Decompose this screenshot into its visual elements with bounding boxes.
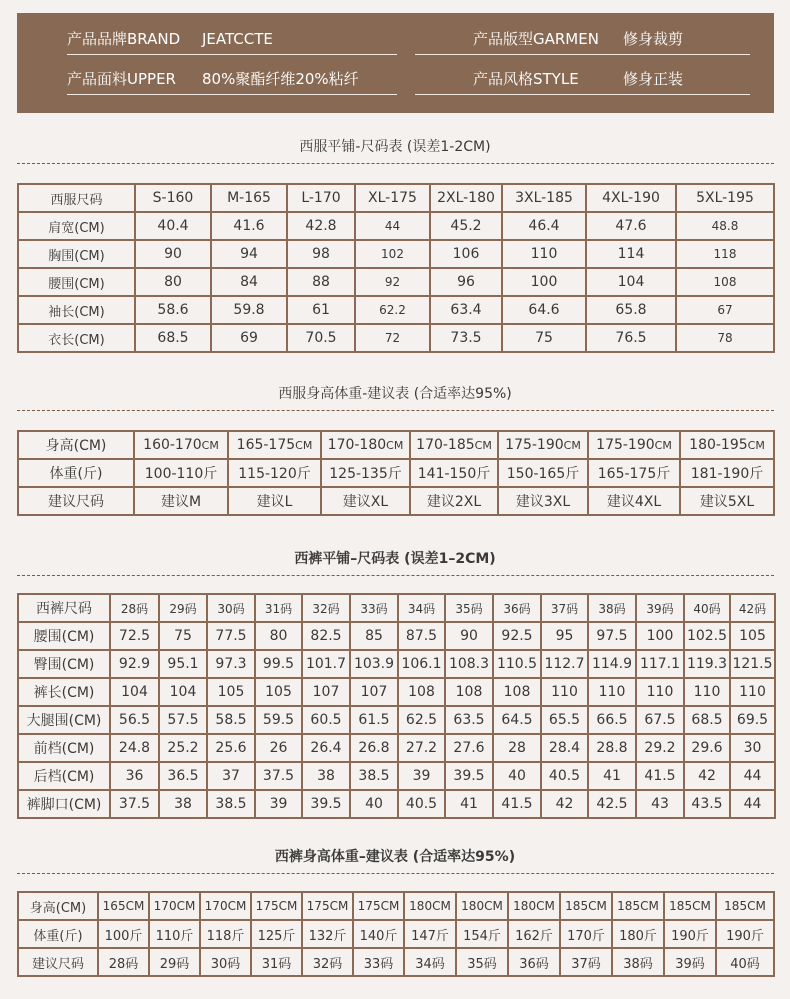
pants-rec-table xyxy=(17,891,775,977)
table-cell: 125-135斤 xyxy=(321,459,410,487)
table-cell: 68.5 xyxy=(684,706,730,734)
table-cell: 建议尺码 xyxy=(18,487,134,515)
table-cell: 44 xyxy=(730,790,775,818)
table-cell: 102.5 xyxy=(684,622,730,650)
table-cell: 41.6 xyxy=(211,212,287,240)
table-row xyxy=(18,622,775,650)
table-cell: 110.5 xyxy=(493,650,541,678)
table-cell: 38 xyxy=(302,762,350,790)
table-cell: 85 xyxy=(350,622,398,650)
divider xyxy=(17,410,774,411)
table-cell: 95 xyxy=(541,622,588,650)
table-cell: 40码 xyxy=(716,948,774,976)
table-cell: 39 xyxy=(255,790,302,818)
table-cell: 104 xyxy=(110,678,159,706)
table-cell: 38.5 xyxy=(350,762,398,790)
table-cell: 39码 xyxy=(664,948,716,976)
table-cell: 65.8 xyxy=(586,296,676,324)
table-cell: 60.5 xyxy=(302,706,350,734)
table-row xyxy=(18,240,774,268)
table-cell: 185CM xyxy=(664,892,716,920)
info-brand-row xyxy=(67,24,397,55)
table-cell: 38 xyxy=(159,790,207,818)
table-cell: 175-190CM xyxy=(588,431,680,459)
table-cell: 94 xyxy=(211,240,287,268)
table-cell: 110 xyxy=(684,678,730,706)
table-cell: 87.5 xyxy=(398,622,445,650)
table-cell: 33码 xyxy=(353,948,404,976)
table-cell: 建议4XL xyxy=(588,487,680,515)
table-cell: 180CM xyxy=(508,892,560,920)
table-cell: 前档(CM) xyxy=(18,734,110,762)
table-row xyxy=(18,678,775,706)
table-cell: 119.3 xyxy=(684,650,730,678)
table-cell: 建议L xyxy=(228,487,321,515)
table-cell: 114.9 xyxy=(588,650,636,678)
table-cell: 40 xyxy=(493,762,541,790)
table-cell: 117.1 xyxy=(636,650,684,678)
table-cell: 26.8 xyxy=(350,734,398,762)
table-cell: 2XL-180 xyxy=(430,184,502,212)
table-cell: 59.8 xyxy=(211,296,287,324)
table-cell: 170CM xyxy=(149,892,200,920)
table-cell: 肩宽(CM) xyxy=(18,212,135,240)
table-cell: 26 xyxy=(255,734,302,762)
height-row xyxy=(18,892,774,920)
fabric-value: 80%聚酯纤维20%粘纤 xyxy=(202,70,359,88)
table-cell: 胸围(CM) xyxy=(18,240,135,268)
table-cell: 170斤 xyxy=(560,920,612,948)
table-cell: 108 xyxy=(398,678,445,706)
table-cell: 100 xyxy=(502,268,586,296)
table-cell: 31码 xyxy=(251,948,302,976)
table-cell: 37码 xyxy=(541,594,588,622)
table-cell: 建议M xyxy=(134,487,228,515)
table-cell: 58.5 xyxy=(207,706,255,734)
table-cell: 102 xyxy=(355,240,430,268)
table-cell: 后档(CM) xyxy=(18,762,110,790)
table-cell: 105 xyxy=(207,678,255,706)
table-cell: 39.5 xyxy=(445,762,493,790)
table-cell: 36码 xyxy=(493,594,541,622)
table-cell: 40.5 xyxy=(398,790,445,818)
weight-row xyxy=(18,459,774,487)
pants-size-title: 西裤平铺–尺码表 (误差1–2CM) xyxy=(294,551,496,567)
table-row xyxy=(18,212,774,240)
table-cell: 97.5 xyxy=(588,622,636,650)
table-cell: 38码 xyxy=(612,948,664,976)
table-cell: 72.5 xyxy=(110,622,159,650)
table-cell: 180CM xyxy=(404,892,456,920)
table-cell: 185CM xyxy=(716,892,774,920)
table-cell: 104 xyxy=(586,268,676,296)
table-cell: 80 xyxy=(135,268,211,296)
table-cell: 69.5 xyxy=(730,706,775,734)
table-cell: 33码 xyxy=(350,594,398,622)
table-cell: 105 xyxy=(255,678,302,706)
table-cell: 180-195CM xyxy=(680,431,774,459)
fabric-label: 产品面料UPPER xyxy=(67,70,176,88)
table-cell: 68.5 xyxy=(135,324,211,352)
table-cell: 42 xyxy=(684,762,730,790)
table-cell: 61.5 xyxy=(350,706,398,734)
table-row xyxy=(18,790,775,818)
table-cell: 42码 xyxy=(730,594,775,622)
table-cell: 裤长(CM) xyxy=(18,678,110,706)
table-cell: 56.5 xyxy=(110,706,159,734)
table-cell: 34码 xyxy=(404,948,456,976)
table-cell: 165-175CM xyxy=(228,431,321,459)
table-cell: 108 xyxy=(445,678,493,706)
table-cell: 105 xyxy=(730,622,775,650)
fit-label: 产品版型GARMEN xyxy=(473,30,599,48)
table-cell: 41.5 xyxy=(493,790,541,818)
table-cell: 28.8 xyxy=(588,734,636,762)
table-cell: 67 xyxy=(676,296,774,324)
table-cell: 110 xyxy=(541,678,588,706)
table-cell: 袖长(CM) xyxy=(18,296,135,324)
table-cell: 48.8 xyxy=(676,212,774,240)
table-cell: 38.5 xyxy=(207,790,255,818)
table-cell: 建议3XL xyxy=(498,487,588,515)
table-cell: 臀围(CM) xyxy=(18,650,110,678)
table-cell: 44 xyxy=(730,762,775,790)
table-cell: 建议XL xyxy=(321,487,410,515)
table-cell: 185CM xyxy=(560,892,612,920)
size-row xyxy=(18,948,774,976)
table-cell: 180CM xyxy=(456,892,508,920)
table-cell: 体重(斤) xyxy=(18,459,134,487)
table-cell: 110 xyxy=(730,678,775,706)
table-cell: 西裤尺码 xyxy=(18,594,110,622)
table-cell: 62.5 xyxy=(398,706,445,734)
table-cell: 衣长(CM) xyxy=(18,324,135,352)
table-cell: 40 xyxy=(350,790,398,818)
suit-rec-title: 西服身高体重-建议表 (合适率达95%) xyxy=(278,386,512,402)
table-cell: 63.4 xyxy=(430,296,502,324)
table-cell: 125斤 xyxy=(251,920,302,948)
table-cell: 28 xyxy=(493,734,541,762)
table-cell: 57.5 xyxy=(159,706,207,734)
table-cell: 106.1 xyxy=(398,650,445,678)
fit-value: 修身裁剪 xyxy=(623,30,684,48)
table-cell: 61 xyxy=(287,296,355,324)
style-label: 产品风格STYLE xyxy=(473,70,579,88)
table-cell: 42.5 xyxy=(588,790,636,818)
table-cell: 裤脚口(CM) xyxy=(18,790,110,818)
table-cell: 90 xyxy=(445,622,493,650)
table-cell: 40.5 xyxy=(541,762,588,790)
table-cell: 24.8 xyxy=(110,734,159,762)
table-row xyxy=(18,762,775,790)
table-cell: 37.5 xyxy=(110,790,159,818)
table-cell: 28码 xyxy=(110,594,159,622)
table-cell: 101.7 xyxy=(302,650,350,678)
table-cell: 43.5 xyxy=(684,790,730,818)
table-cell: 88 xyxy=(287,268,355,296)
table-row xyxy=(18,650,775,678)
table-cell: 160-170CM xyxy=(134,431,228,459)
table-cell: 72 xyxy=(355,324,430,352)
table-cell: 46.4 xyxy=(502,212,586,240)
table-cell: 175-190CM xyxy=(498,431,588,459)
table-cell: 90 xyxy=(135,240,211,268)
height-row xyxy=(18,431,774,459)
table-cell: 118斤 xyxy=(200,920,251,948)
table-cell: 103.9 xyxy=(350,650,398,678)
table-cell: 65.5 xyxy=(541,706,588,734)
table-cell: 185CM xyxy=(612,892,664,920)
table-cell: 75 xyxy=(502,324,586,352)
table-cell: 39码 xyxy=(636,594,684,622)
table-cell: 36码 xyxy=(508,948,560,976)
table-row xyxy=(18,324,774,352)
table-cell: 40码 xyxy=(684,594,730,622)
table-cell: 141-150斤 xyxy=(410,459,498,487)
table-cell: 175CM xyxy=(353,892,404,920)
table-cell: 腰围(CM) xyxy=(18,268,135,296)
divider xyxy=(17,575,774,576)
table-cell: 154斤 xyxy=(456,920,508,948)
table-header-row xyxy=(18,184,774,212)
table-cell: 107 xyxy=(302,678,350,706)
table-cell: S-160 xyxy=(135,184,211,212)
table-cell: 30码 xyxy=(207,594,255,622)
table-cell: 95.1 xyxy=(159,650,207,678)
table-cell: 45.2 xyxy=(430,212,502,240)
table-cell: 38码 xyxy=(588,594,636,622)
table-cell: 180斤 xyxy=(612,920,664,948)
table-cell: 132斤 xyxy=(302,920,353,948)
suit-size-title: 西服平铺-尺码表 (误差1-2CM) xyxy=(299,139,491,155)
table-cell: 110 xyxy=(502,240,586,268)
table-cell: 107 xyxy=(350,678,398,706)
table-cell: 41.5 xyxy=(636,762,684,790)
table-cell: 大腿围(CM) xyxy=(18,706,110,734)
table-cell: 34码 xyxy=(398,594,445,622)
table-cell: 75 xyxy=(159,622,207,650)
table-cell: 121.5 xyxy=(730,650,775,678)
table-cell: 77.5 xyxy=(207,622,255,650)
table-cell: 西服尺码 xyxy=(18,184,135,212)
product-info-panel xyxy=(17,13,774,113)
table-cell: 110斤 xyxy=(149,920,200,948)
table-row xyxy=(18,734,775,762)
table-cell: 42 xyxy=(541,790,588,818)
table-cell: 44 xyxy=(355,212,430,240)
size-row xyxy=(18,487,774,515)
pants-rec-title: 西裤身高体重–建议表 (合适率达95%) xyxy=(274,849,516,865)
table-cell: 175CM xyxy=(302,892,353,920)
table-cell: 62.2 xyxy=(355,296,430,324)
table-cell: 115-120斤 xyxy=(228,459,321,487)
table-cell: 112.7 xyxy=(541,650,588,678)
table-cell: 170-180CM xyxy=(321,431,410,459)
table-cell: 5XL-195 xyxy=(676,184,774,212)
table-cell: 108 xyxy=(676,268,774,296)
table-cell: 100斤 xyxy=(98,920,149,948)
table-cell: 100 xyxy=(636,622,684,650)
table-cell: 29.2 xyxy=(636,734,684,762)
table-cell: 43 xyxy=(636,790,684,818)
table-cell: 3XL-185 xyxy=(502,184,586,212)
table-cell: 190斤 xyxy=(716,920,774,948)
table-cell: 110 xyxy=(636,678,684,706)
table-cell: 80 xyxy=(255,622,302,650)
table-cell: 29码 xyxy=(149,948,200,976)
table-cell: 118 xyxy=(676,240,774,268)
table-cell: 25.2 xyxy=(159,734,207,762)
style-value: 修身正装 xyxy=(623,70,684,88)
table-cell: 39 xyxy=(398,762,445,790)
table-row xyxy=(18,268,774,296)
table-cell: 70.5 xyxy=(287,324,355,352)
table-cell: 47.6 xyxy=(586,212,676,240)
table-cell: 114 xyxy=(586,240,676,268)
table-cell: 39.5 xyxy=(302,790,350,818)
table-cell: 36 xyxy=(110,762,159,790)
table-cell: 建议2XL xyxy=(410,487,498,515)
table-cell: 建议尺码 xyxy=(18,948,98,976)
table-cell: 108.3 xyxy=(445,650,493,678)
table-cell: 体重(斤) xyxy=(18,920,98,948)
table-header-row xyxy=(18,594,775,622)
table-cell: 64.5 xyxy=(493,706,541,734)
table-cell: 35码 xyxy=(456,948,508,976)
table-cell: 162斤 xyxy=(508,920,560,948)
table-cell: 41 xyxy=(445,790,493,818)
table-cell: 40.4 xyxy=(135,212,211,240)
table-cell: 97.3 xyxy=(207,650,255,678)
table-cell: 30码 xyxy=(200,948,251,976)
table-cell: 59.5 xyxy=(255,706,302,734)
table-cell: 35码 xyxy=(445,594,493,622)
table-cell: 63.5 xyxy=(445,706,493,734)
table-cell: 58.6 xyxy=(135,296,211,324)
table-cell: 64.6 xyxy=(502,296,586,324)
brand-value: JEATCCTE xyxy=(202,30,273,48)
table-cell: 84 xyxy=(211,268,287,296)
table-cell: 73.5 xyxy=(430,324,502,352)
suit-size-table xyxy=(17,183,775,353)
pants-size-table xyxy=(17,593,776,819)
table-cell: 36.5 xyxy=(159,762,207,790)
table-cell: 92.5 xyxy=(493,622,541,650)
table-cell: 27.6 xyxy=(445,734,493,762)
table-cell: 82.5 xyxy=(302,622,350,650)
suit-rec-table xyxy=(17,430,775,516)
table-cell: 181-190斤 xyxy=(680,459,774,487)
table-cell: 69 xyxy=(211,324,287,352)
table-cell: 165-175斤 xyxy=(588,459,680,487)
table-cell: 32码 xyxy=(302,948,353,976)
table-cell: 30 xyxy=(730,734,775,762)
table-cell: 99.5 xyxy=(255,650,302,678)
table-cell: 67.5 xyxy=(636,706,684,734)
table-cell: 104 xyxy=(159,678,207,706)
table-cell: 78 xyxy=(676,324,774,352)
table-cell: 110 xyxy=(588,678,636,706)
table-cell: 150-165斤 xyxy=(498,459,588,487)
table-row xyxy=(18,706,775,734)
table-row xyxy=(18,296,774,324)
brand-label: 产品品牌BRAND xyxy=(67,30,181,48)
weight-row xyxy=(18,920,774,948)
table-cell: 170CM xyxy=(200,892,251,920)
table-cell: 31码 xyxy=(255,594,302,622)
table-cell: 29.6 xyxy=(684,734,730,762)
table-cell: 190斤 xyxy=(664,920,716,948)
table-cell: 腰围(CM) xyxy=(18,622,110,650)
table-cell: 37码 xyxy=(560,948,612,976)
table-cell: 身高(CM) xyxy=(18,431,134,459)
table-cell: 92.9 xyxy=(110,650,159,678)
table-cell: 170-185CM xyxy=(410,431,498,459)
table-cell: 100-110斤 xyxy=(134,459,228,487)
table-cell: 96 xyxy=(430,268,502,296)
table-cell: 66.5 xyxy=(588,706,636,734)
table-cell: 26.4 xyxy=(302,734,350,762)
table-cell: L-170 xyxy=(287,184,355,212)
info-fit-row xyxy=(415,24,750,55)
info-style-row xyxy=(415,64,750,95)
table-cell: 42.8 xyxy=(287,212,355,240)
table-cell: 身高(CM) xyxy=(18,892,98,920)
table-cell: M-165 xyxy=(211,184,287,212)
divider xyxy=(17,163,774,164)
table-cell: 140斤 xyxy=(353,920,404,948)
table-cell: 建议5XL xyxy=(680,487,774,515)
table-cell: 165CM xyxy=(98,892,149,920)
table-cell: 25.6 xyxy=(207,734,255,762)
table-cell: 37 xyxy=(207,762,255,790)
table-cell: 28.4 xyxy=(541,734,588,762)
table-cell: 147斤 xyxy=(404,920,456,948)
table-cell: 98 xyxy=(287,240,355,268)
table-cell: 27.2 xyxy=(398,734,445,762)
table-cell: 32码 xyxy=(302,594,350,622)
table-cell: 29码 xyxy=(159,594,207,622)
table-cell: 37.5 xyxy=(255,762,302,790)
info-fabric-row xyxy=(67,64,397,95)
table-cell: 76.5 xyxy=(586,324,676,352)
table-cell: 92 xyxy=(355,268,430,296)
table-cell: 41 xyxy=(588,762,636,790)
table-cell: 108 xyxy=(493,678,541,706)
table-cell: 106 xyxy=(430,240,502,268)
table-cell: XL-175 xyxy=(355,184,430,212)
table-cell: 28码 xyxy=(98,948,149,976)
table-cell: 4XL-190 xyxy=(586,184,676,212)
divider xyxy=(17,873,774,874)
table-cell: 175CM xyxy=(251,892,302,920)
